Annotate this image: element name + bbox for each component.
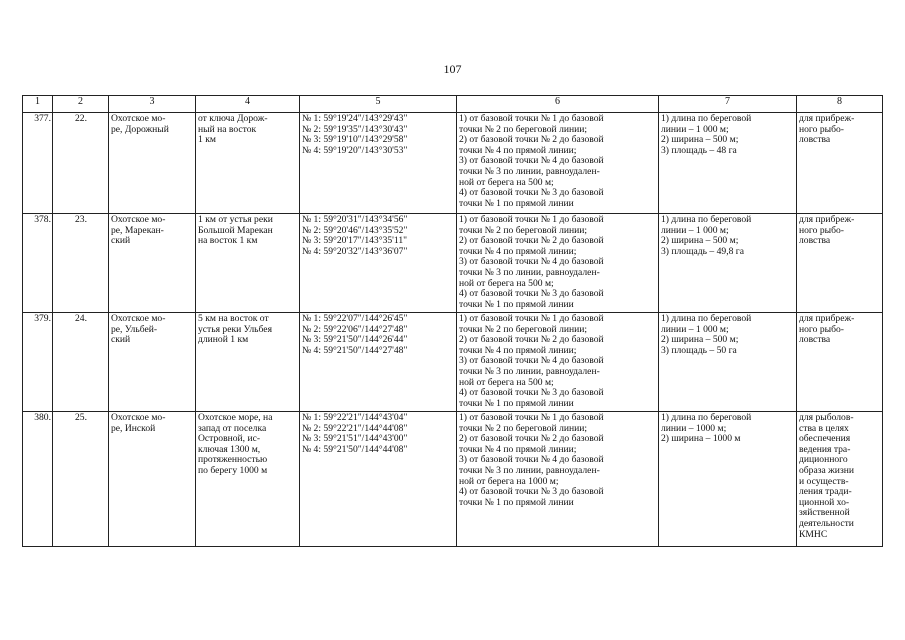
header-row (23, 96, 883, 113)
table-row (23, 412, 883, 547)
fishing-areas-table (22, 95, 883, 547)
base-point-coordinates: № 1: 59°22'21"/144°43'04" № 2: 59°22'21"/144°44'08" № 3: 59°21'51"/144°43'00" № 4: 59°21'50"/144°44'08" (300, 412, 457, 547)
area-purpose: для прибреж- ного рыбо- ловства (797, 214, 883, 313)
table-row (23, 313, 883, 412)
area-number: 24. (53, 313, 109, 412)
row-number: 378. (23, 214, 53, 313)
boundary-description: 1) от базовой точки № 1 до базовой точки № 2 по береговой линии; 2) от базовой точки № 2 до базовой точки № 4 по прямой линии; 3) от базовой точки № 4 до базовой точки № 3 по линии, равноудален- ной от берега на 500 м; 4) от базовой точки № 3 до базовой точки № 1 по прямой линии (457, 313, 659, 412)
row-number: 380. (23, 412, 53, 547)
column-header: 2 (53, 96, 109, 113)
area-purpose: для прибреж- ного рыбо- ловства (797, 313, 883, 412)
area-dimensions: 1) длина по береговой линии – 1 000 м; 2) ширина – 500 м; 3) площадь – 48 га (659, 113, 797, 214)
base-point-coordinates: № 1: 59°20'31"/143°34'56" № 2: 59°20'46"/143°35'52" № 3: 59°20'17"/143°35'11" № 4: 59°20'32"/143°36'07" (300, 214, 457, 313)
row-number: 379. (23, 313, 53, 412)
column-header: 5 (300, 96, 457, 113)
area-location: от ключа Дорож- ный на восток 1 км (196, 113, 300, 214)
column-header: 3 (109, 96, 196, 113)
area-location: 1 км от устья реки Большой Марекан на восток 1 км (196, 214, 300, 313)
boundary-description: 1) от базовой точки № 1 до базовой точки № 2 по береговой линии; 2) от базовой точки № 2 до базовой точки № 4 по прямой линии; 3) от базовой точки № 4 до базовой точки № 3 по линии, равноудален- ной от берега на 500 м; 4) от базовой точки № 3 до базовой точки № 1 по прямой линии (457, 113, 659, 214)
area-purpose: для прибреж- ного рыбо- ловства (797, 113, 883, 214)
base-point-coordinates: № 1: 59°19'24"/143°29'43" № 2: 59°19'35"/143°30'43" № 3: 59°19'10"/143°29'58" № 4: 59°19'20"/143°30'53" (300, 113, 457, 214)
area-dimensions: 1) длина по береговой линии – 1 000 м; 2) ширина – 500 м; 3) площадь – 49,8 га (659, 214, 797, 313)
area-dimensions: 1) длина по береговой линии – 1 000 м; 2) ширина – 500 м; 3) площадь – 50 га (659, 313, 797, 412)
table-row (23, 214, 883, 313)
base-point-coordinates: № 1: 59°22'07"/144°26'45" № 2: 59°22'06"/144°27'48" № 3: 59°21'50"/144°26'44" № 4: 59°21'50"/144°27'48" (300, 313, 457, 412)
table-row (23, 113, 883, 214)
boundary-description: 1) от базовой точки № 1 до базовой точки № 2 по береговой линии; 2) от базовой точки № 2 до базовой точки № 4 по прямой линии; 3) от базовой точки № 4 до базовой точки № 3 по линии, равноудален- ной от берега на 1000 м; 4) от базовой точки № 3 до базовой точки № 1 по прямой линии (457, 412, 659, 547)
area-number: 22. (53, 113, 109, 214)
boundary-description: 1) от базовой точки № 1 до базовой точки № 2 по береговой линии; 2) от базовой точки № 2 до базовой точки № 4 по прямой линии; 3) от базовой точки № 4 до базовой точки № 3 по линии, равноудален- ной от берега на 500 м; 4) от базовой точки № 3 до базовой точки № 1 по прямой линии (457, 214, 659, 313)
water-body: Охотское мо- ре, Ульбей- ский (109, 313, 196, 412)
area-number: 25. (53, 412, 109, 547)
area-location: 5 км на восток от устья реки Ульбея длиной 1 км (196, 313, 300, 412)
column-header: 1 (23, 96, 53, 113)
column-header: 8 (797, 96, 883, 113)
column-header: 7 (659, 96, 797, 113)
area-number: 23. (53, 214, 109, 313)
area-dimensions: 1) длина по береговой линии – 1000 м; 2) ширина – 1000 м (659, 412, 797, 547)
water-body: Охотское мо- ре, Дорожный (109, 113, 196, 214)
water-body: Охотское мо- ре, Марекан- ский (109, 214, 196, 313)
area-purpose: для рыболов- ства в целях обеспечения ведения тра- диционного образа жизни и осуществ- ления тради- ционной хо- зяйственной деятельности КМНС (797, 412, 883, 547)
water-body: Охотское мо- ре, Инской (109, 412, 196, 547)
row-number: 377. (23, 113, 53, 214)
area-location: Охотское море, на запад от поселка Островной, ис- ключая 1300 м, протяженностью по берегу 1000 м (196, 412, 300, 547)
page-number: 107 (443, 62, 462, 76)
column-header: 4 (196, 96, 300, 113)
column-header: 6 (457, 96, 659, 113)
